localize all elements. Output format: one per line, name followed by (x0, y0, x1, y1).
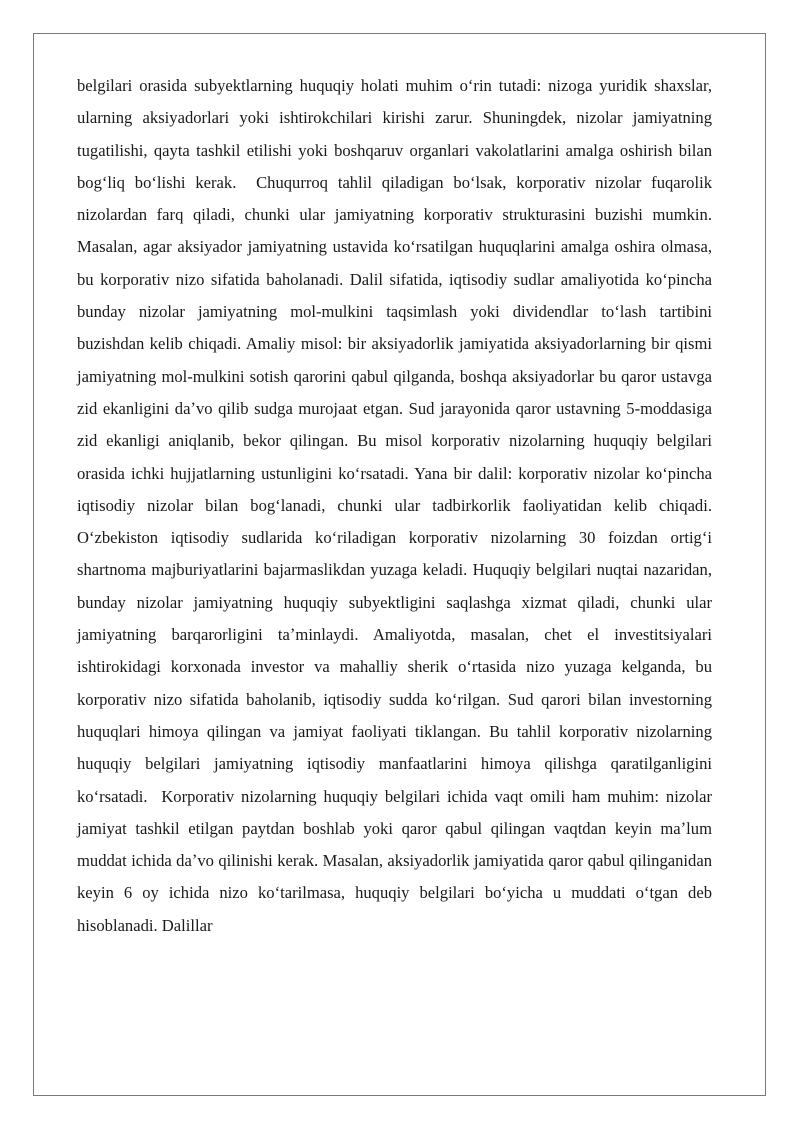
paragraph-text: belgilari orasida subyektlarning huquqiy holati muhim oʻrin tutadi: nizoga yuridik shaxslar, ularning aksiyadorlari yoki ishtirokchilari kirishi zarur. Shuningdek, nizolar jamiyatning tugatilishi, qayta tashkil etilishi yoki boshqaruv organlari vakolatlarini amalga oshirish bilan bogʻliq boʻlishi kerak. Chuqurroq tahlil qiladigan boʻlsak, korporativ nizolar fuqarolik nizolardan farq qiladi, chunki ular jamiyatning korporativ strukturasini buzishi mumkin. Masalan, agar aksiyador jamiyatning ustavida koʻrsatilgan huquqlarini amalga oshira olmasa, bu korporativ nizo sifatida baholanadi. Dalil sifatida, iqtisodiy sudlar amaliyotida koʻpincha bunday nizolar jamiyatning mol-mulkini taqsimlash yoki dividendlar toʻlash tartibini buzishdan kelib chiqadi. Amaliy misol: bir aksiyadorlik jamiyatida aksiyadorlarning bir qismi jamiyatning mol-mulkini sotish qarorini qabul qilganda, boshqa aksiyadorlar bu qaror ustavga zid ekanligini daʼvo qilib sudga murojaat etgan. Sud jarayonida qaror ustavning 5-moddasiga zid ekanligi aniqlanib, bekor qilingan. Bu misol korporativ nizolarning huquqiy belgilari orasida ichki hujjatlarning ustunligini koʻrsatadi. Yana bir dalil: korporativ nizolar koʻpincha iqtisodiy nizolar bilan bogʻlanadi, chunki ular tadbirkorlik faoliyatidan kelib chiqadi. Oʻzbekiston iqtisodiy sudlarida koʻriladigan korporativ nizolarning 30 foizdan ortigʻi shartnoma majburiyatlarini bajarmaslikdan yuzaga keladi. Huquqiy belgilari nuqtai nazaridan, bunday nizolar jamiyatning huquqiy subyektligini saqlashga xizmat qiladi, chunki ular jamiyatning barqarorligini taʼminlaydi. Amaliyotda, masalan, chet el investitsiyalari ishtirokidagi korxonada investor va mahalliy sherik oʻrtasida nizo yuzaga kelganda, bu korporativ nizo sifatida baholanib, iqtisodiy sudda koʻrilgan. Sud qarori bilan investorning huquqlari himoya qilingan va jamiyat faoliyati tiklangan. Bu tahlil korporativ nizolarning huquqiy belgilari jamiyatning iqtisodiy manfaatlarini himoya qilishga qaratilganligini koʻrsatadi. Korporativ nizolarning huquqiy belgilari ichida vaqt omili ham muhim: nizolar jamiyat tashkil etilgan paytdan boshlab yoki qaror qabul qilingan vaqtdan keyin maʼlum muddat ichida daʼvo qilinishi kerak. Masalan, aksiyadorlik jamiyatida qaror qabul qilinganidan keyin 6 oy ichida nizo koʻtarilmasa, huquqiy belgilari boʻyicha u muddati oʻtgan deb hisoblanadi. Dalillar (77, 76, 717, 935)
body-paragraph (77, 70, 717, 942)
